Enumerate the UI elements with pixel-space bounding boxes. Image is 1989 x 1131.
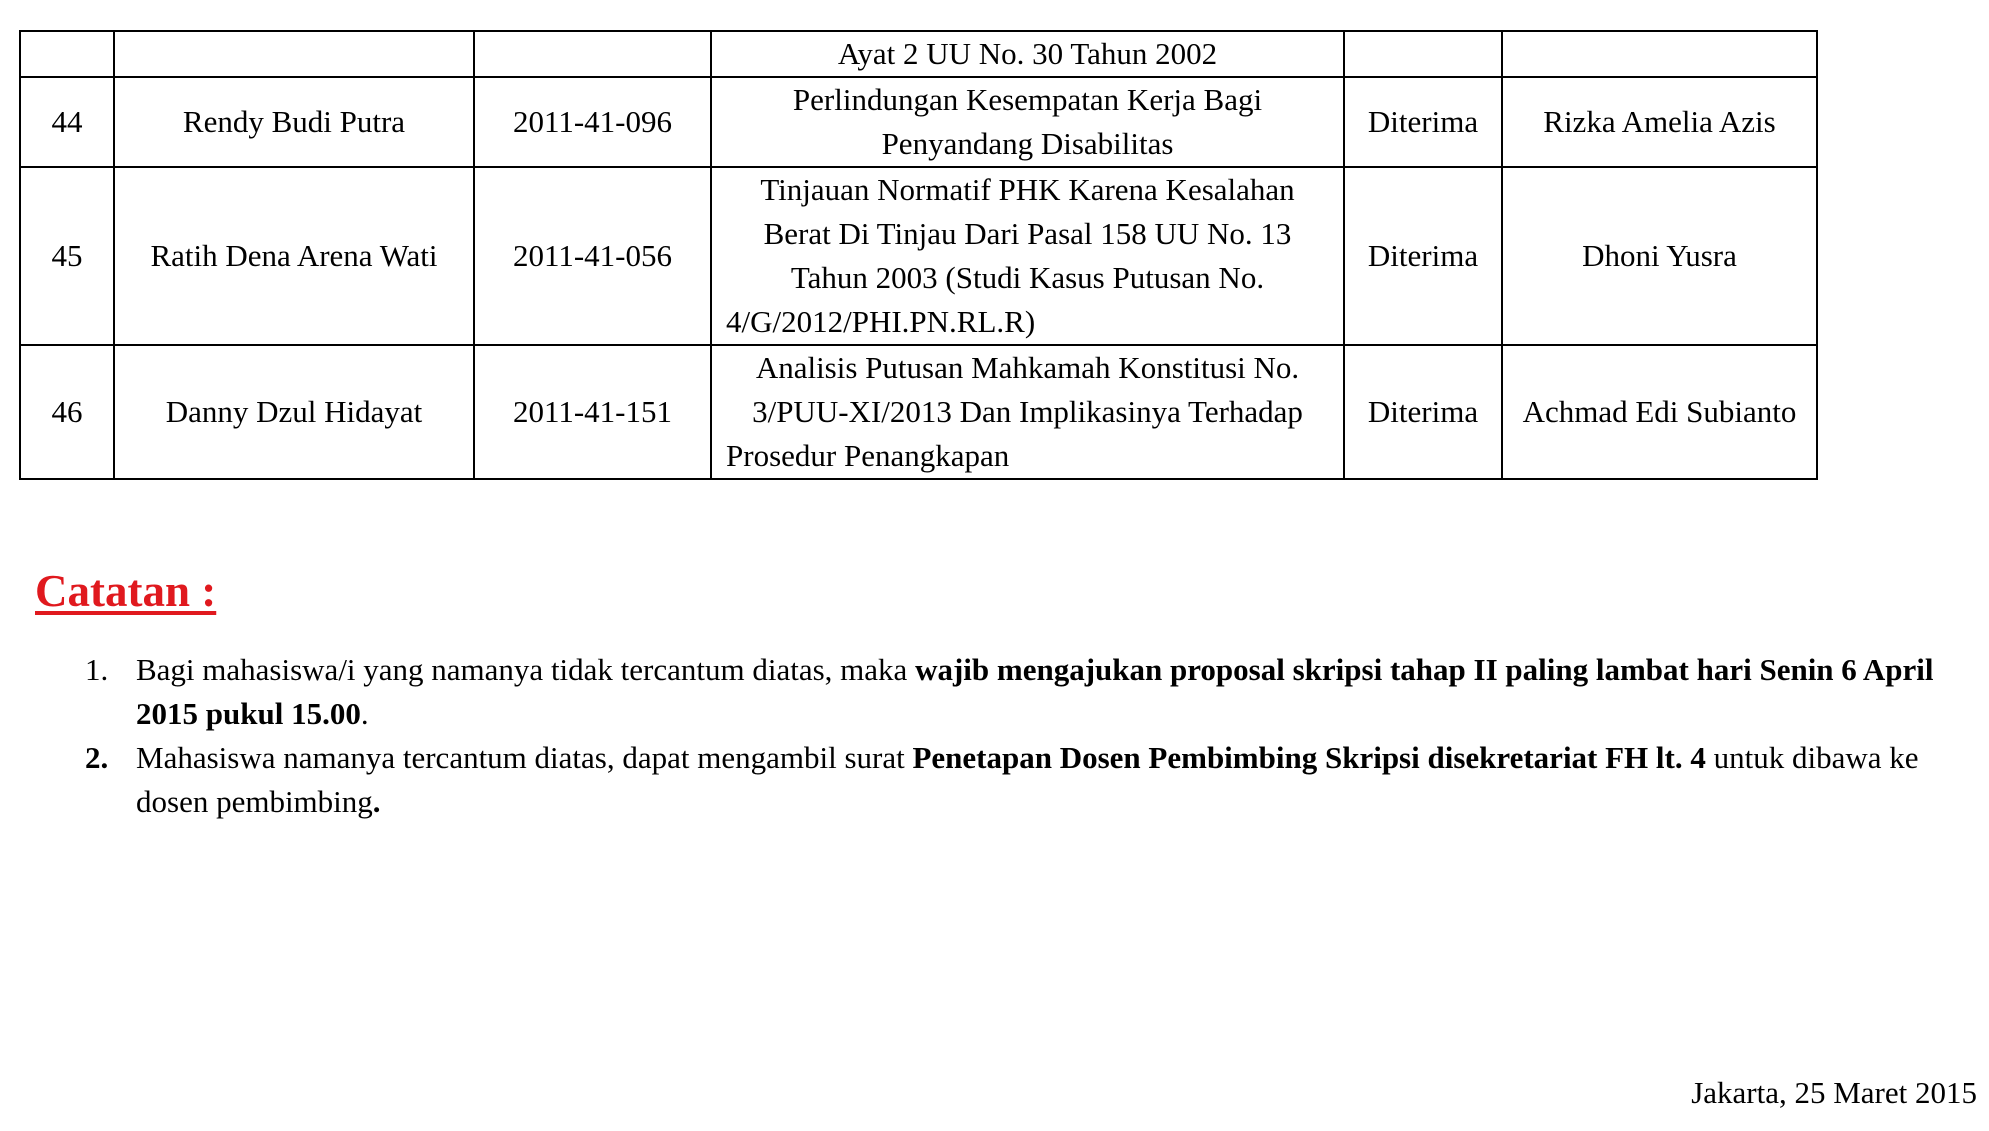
cell-status: Diterima (1344, 345, 1502, 479)
notes-list (80, 648, 1970, 824)
note-text-bold: Penetapan Dosen Pembimbing Skripsi disekretariat FH lt. 4 (912, 740, 1706, 775)
cell-title: Perlindungan Kesempatan Kerja Bagi Penyandang Disabilitas (711, 77, 1344, 167)
notes-heading: Catatan : (35, 566, 217, 616)
table-row (20, 345, 1817, 479)
thesis-results-table (19, 30, 1818, 480)
cell-no: 45 (20, 167, 114, 345)
cell-advisor: Achmad Edi Subianto (1502, 345, 1817, 479)
cell-title: Tinjauan Normatif PHK Karena Kesalahan Berat Di Tinjau Dari Pasal 158 UU No. 13 Tahun 2003 (Studi Kasus Putusan No. 4/G/2012/PHI.PN.RL.R) (711, 167, 1344, 345)
list-item (80, 736, 1970, 824)
cell-no: 46 (20, 345, 114, 479)
table-row (20, 77, 1817, 167)
cell-status: Diterima (1344, 167, 1502, 345)
cell-name (114, 31, 474, 77)
place-date: Jakarta, 25 Maret 2015 (1691, 1075, 1977, 1110)
note-text-end: . (372, 784, 381, 819)
list-item-number: 2. (85, 740, 109, 775)
note-text-mid: untuk dibawa ke dosen pembimbing (136, 740, 1919, 819)
cell-title: Analisis Putusan Mahkamah Konstitusi No. 3/PUU-XI/2013 Dan Implikasinya Terhadap Prosedur Penangkapan (711, 345, 1344, 479)
cell-advisor: Rizka Amelia Azis (1502, 77, 1817, 167)
cell-advisor: Dhoni Yusra (1502, 167, 1817, 345)
cell-advisor (1502, 31, 1817, 77)
table-row (20, 167, 1817, 345)
cell-nim: 2011-41-056 (474, 167, 711, 345)
note-text: Bagi mahasiswa/i yang namanya tidak tercantum diatas, maka (136, 652, 916, 687)
cell-status (1344, 31, 1502, 77)
cell-no: 44 (20, 77, 114, 167)
cell-no (20, 31, 114, 77)
cell-nim: 2011-41-151 (474, 345, 711, 479)
cell-name: Danny Dzul Hidayat (114, 345, 474, 479)
note-text-bold: wajib mengajukan proposal skripsi tahap II paling lambat hari Senin 6 April 2015 pukul 15.00 (136, 652, 1934, 731)
cell-nim (474, 31, 711, 77)
note-text-end: . (360, 696, 369, 731)
cell-status: Diterima (1344, 77, 1502, 167)
cell-title: Ayat 2 UU No. 30 Tahun 2002 (711, 31, 1344, 77)
cell-name: Ratih Dena Arena Wati (114, 167, 474, 345)
cell-nim: 2011-41-096 (474, 77, 711, 167)
cell-name: Rendy Budi Putra (114, 77, 474, 167)
table-row-continuation (20, 31, 1817, 77)
note-text: Mahasiswa namanya tercantum diatas, dapat mengambil surat (136, 740, 913, 775)
list-item-number: 1. (85, 652, 109, 687)
list-item (80, 648, 1970, 736)
